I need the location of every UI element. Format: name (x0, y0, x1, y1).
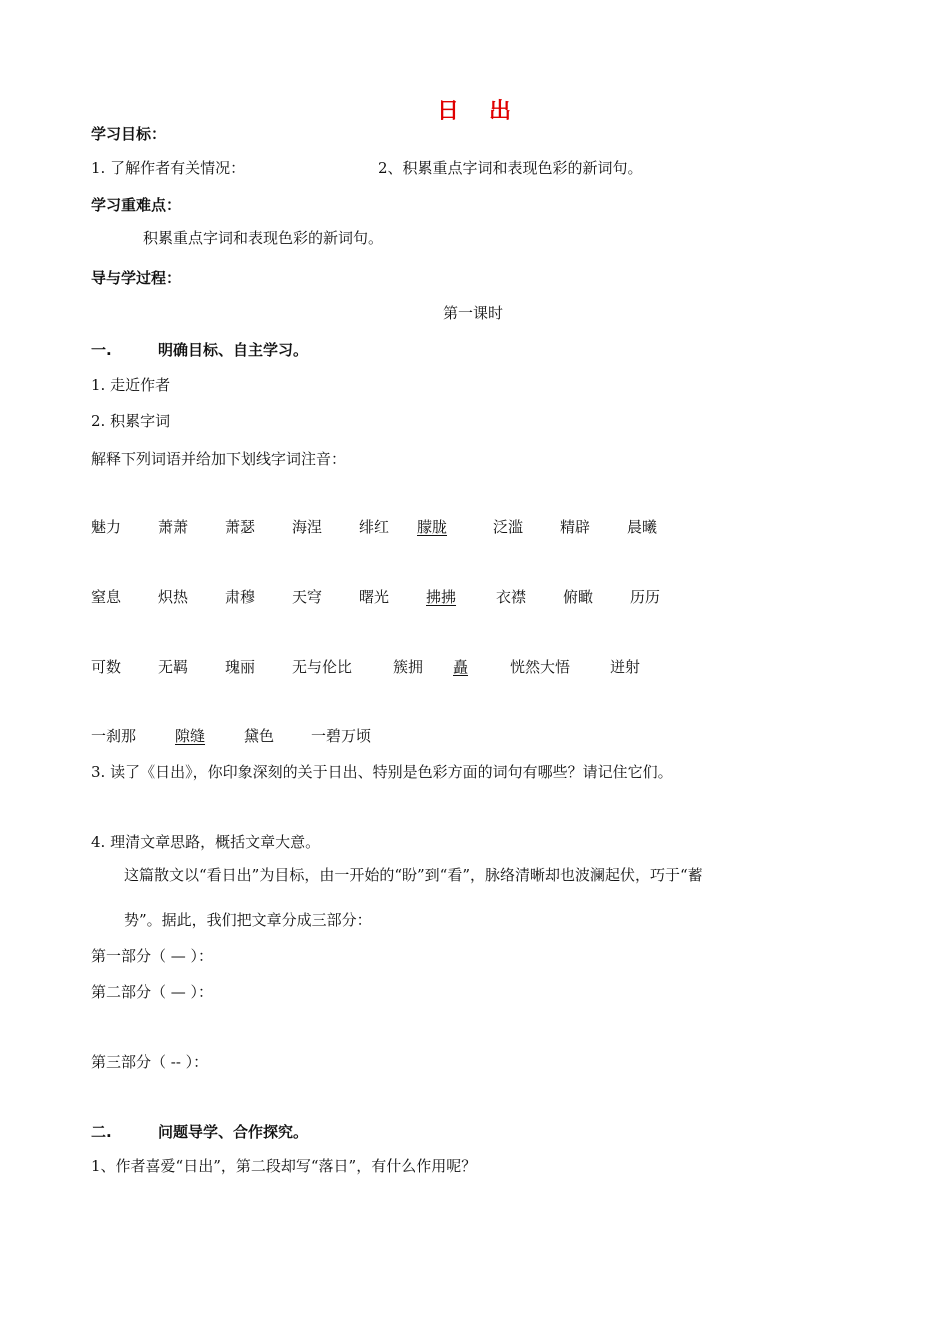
section1-title: 明确目标、自主学习。 (158, 341, 309, 359)
title-char-2: 出 (489, 99, 514, 124)
lesson-label: 第一课时 (443, 304, 504, 322)
process-heading: 导与学过程： (91, 269, 182, 287)
section2-title: 问题导学、合作探究。 (158, 1123, 309, 1141)
difficulty-heading: 学习重难点： (91, 196, 182, 214)
vocab-word: 黛色 (244, 727, 275, 745)
vocab-word: 精辟 (560, 518, 591, 536)
vocab-word: 无与伦比 (292, 658, 353, 676)
objective-item-1: 1. 了解作者有关情况： (91, 159, 246, 177)
vocab-word: 俯瞰 (563, 588, 594, 606)
part-2-line: 第二部分（ — ）： (91, 983, 214, 1001)
vocab-word: 窒息 (91, 588, 122, 606)
vocab-word: 无羁 (158, 658, 189, 676)
section2-number: 二. (91, 1123, 112, 1141)
vocab-word: 炽热 (158, 588, 189, 606)
section1-number: 一. (91, 341, 112, 359)
item-3: 3. 读了《日出》，你印象深刻的关于日出、特别是色彩方面的词句有哪些？请记住它们。 (91, 763, 673, 781)
section1-item-2: 2. 积累字词 (91, 412, 171, 430)
title-char-1: 日 (436, 99, 461, 124)
vocab-word: 萧萧 (158, 518, 189, 536)
vocab-word: 历历 (630, 588, 661, 606)
vocab-word: 肃穆 (225, 588, 256, 606)
difficulty-text: 积累重点字词和表现色彩的新词句。 (143, 229, 384, 247)
vocab-word: 泛滥 (493, 518, 524, 536)
item-4-heading: 4. 理清文章思路，概括文章大意。 (91, 833, 321, 851)
part-3-line: 第三部分（ -- ）： (91, 1053, 209, 1071)
vocab-word: 矗 (453, 658, 469, 676)
vocab-word: 萧瑟 (225, 518, 256, 536)
objective-item-2: 2、积累重点字词和表现色彩的新词句。 (378, 159, 643, 177)
vocab-word: 簇拥 (393, 658, 424, 676)
vocab-word: 魅力 (91, 518, 122, 536)
section1-instruction: 解释下列词语并给加下划线字词注音： (91, 450, 347, 468)
vocab-word: 晨曦 (627, 518, 658, 536)
objectives-heading: 学习目标： (91, 125, 167, 143)
item-4-paragraph-line-1: 这篇散文以“看日出”为目标，由一开始的“盼”到“看”，脉络清晰却也波澜起伏，巧于“蓄 (124, 866, 703, 884)
section1-item-1: 1. 走近作者 (91, 376, 171, 394)
vocab-word: 海涅 (292, 518, 323, 536)
vocab-word: 天穹 (292, 588, 323, 606)
vocab-word: 拂拂 (426, 588, 457, 606)
vocab-word: 可数 (91, 658, 122, 676)
part-1-line: 第一部分（ — ）： (91, 947, 214, 965)
page-title (0, 94, 950, 125)
item-4-paragraph-line-2: 势”。据此，我们把文章分成三部分： (124, 911, 372, 929)
vocab-word: 朦胧 (417, 518, 448, 536)
vocab-word: 曙光 (359, 588, 390, 606)
section2-question-1: 1、作者喜爱“日出”，第二段却写“落日”，有什么作用呢？ (91, 1157, 477, 1175)
vocab-word: 迸射 (610, 658, 641, 676)
vocab-word: 恍然大悟 (510, 658, 571, 676)
vocab-word: 隙缝 (175, 727, 206, 745)
vocab-word: 衣襟 (496, 588, 527, 606)
vocab-word: 绯红 (359, 518, 390, 536)
vocab-word: 一碧万顷 (311, 727, 372, 745)
vocab-word: 瑰丽 (225, 658, 256, 676)
vocab-word: 一刹那 (91, 727, 137, 745)
